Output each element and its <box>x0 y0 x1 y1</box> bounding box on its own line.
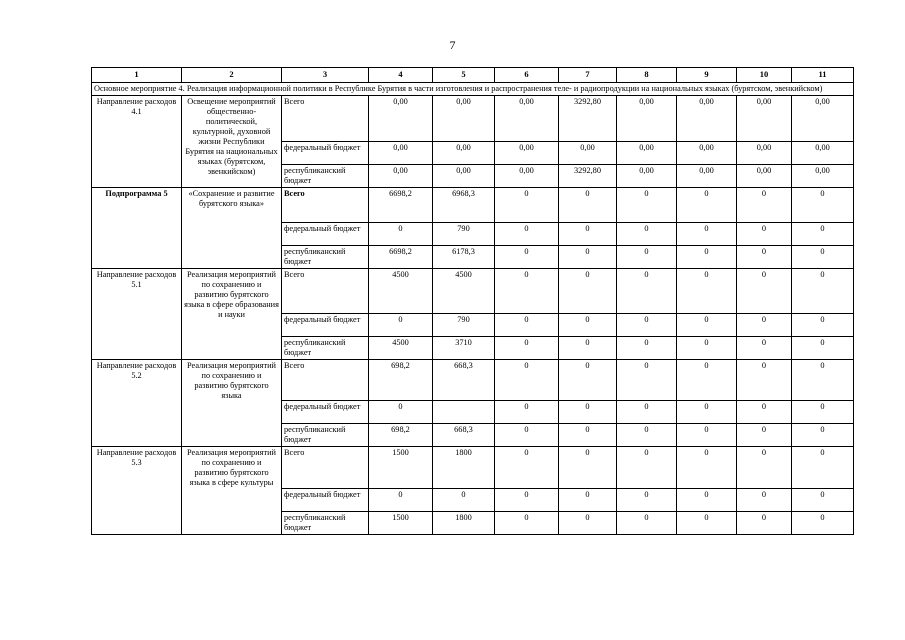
value-cell: 0 <box>559 511 617 534</box>
value-cell: 0 <box>677 446 737 488</box>
value-cell: 0 <box>369 222 433 245</box>
value-cell: 698,2 <box>369 359 433 400</box>
value-cell: 0 <box>617 313 677 336</box>
value-cell: 3292,80 <box>559 95 617 141</box>
value-cell: 668,3 <box>433 423 495 446</box>
value-cell: 0 <box>495 446 559 488</box>
value-cell: 4500 <box>433 268 495 313</box>
value-cell: 0 <box>617 268 677 313</box>
value-cell: 0,00 <box>433 141 495 164</box>
budget-table <box>91 67 854 535</box>
value-cell: 0 <box>737 446 792 488</box>
funding-source-cell: Всего <box>282 446 369 488</box>
value-cell: 6698,2 <box>369 245 433 268</box>
funding-source-cell: республиканский бюджет <box>282 245 369 268</box>
column-header: 10 <box>737 68 792 83</box>
value-cell: 0 <box>737 336 792 359</box>
funding-source-cell: федеральный бюджет <box>282 488 369 511</box>
column-header: 11 <box>792 68 854 83</box>
value-cell: 0,00 <box>369 95 433 141</box>
value-cell: 0 <box>617 511 677 534</box>
value-cell: 0,00 <box>495 164 559 187</box>
value-cell: 0 <box>677 313 737 336</box>
section-title: Основное мероприятие 4. Реализация информационной политики в Республике Бурятия в части изготовления и распространения теле- и радиопродукции на национальных языках (бурятском, эвенкийском) <box>92 83 854 96</box>
value-cell: 1800 <box>433 446 495 488</box>
value-cell: 1500 <box>369 511 433 534</box>
value-cell: 0 <box>559 222 617 245</box>
value-cell: 0,00 <box>369 141 433 164</box>
value-cell: 6178,3 <box>433 245 495 268</box>
group-code-cell: Подпрограмма 5 <box>92 187 182 268</box>
value-cell: 3292,80 <box>559 164 617 187</box>
value-cell: 0 <box>617 423 677 446</box>
value-cell: 0 <box>677 423 737 446</box>
value-cell: 0 <box>677 268 737 313</box>
value-cell: 0 <box>617 187 677 222</box>
value-cell: 0 <box>792 488 854 511</box>
value-cell: 3710 <box>433 336 495 359</box>
value-cell: 0,00 <box>792 164 854 187</box>
value-cell: 0 <box>737 488 792 511</box>
value-cell: 6698,2 <box>369 187 433 222</box>
funding-source-cell: федеральный бюджет <box>282 400 369 423</box>
value-cell: 0 <box>737 187 792 222</box>
funding-source-cell: республиканский бюджет <box>282 164 369 187</box>
value-cell: 0 <box>559 359 617 400</box>
table-row <box>92 268 854 313</box>
funding-source-cell: Всего <box>282 95 369 141</box>
column-header: 7 <box>559 68 617 83</box>
value-cell: 0 <box>737 359 792 400</box>
group-code-cell: Направление расходов 5.2 <box>92 359 182 446</box>
value-cell: 1500 <box>369 446 433 488</box>
section-row <box>92 83 854 96</box>
value-cell: 0,00 <box>495 95 559 141</box>
value-cell: 0 <box>495 313 559 336</box>
value-cell: 0 <box>792 187 854 222</box>
value-cell: 0 <box>792 359 854 400</box>
value-cell: 0 <box>559 400 617 423</box>
header-row <box>92 68 854 83</box>
value-cell: 6968,3 <box>433 187 495 222</box>
value-cell: 0,00 <box>617 164 677 187</box>
value-cell: 0,00 <box>792 95 854 141</box>
column-header: 6 <box>495 68 559 83</box>
value-cell: 0 <box>677 400 737 423</box>
column-header: 1 <box>92 68 182 83</box>
column-header: 9 <box>677 68 737 83</box>
value-cell: 4500 <box>369 268 433 313</box>
value-cell: 0,00 <box>677 164 737 187</box>
funding-source-cell: Всего <box>282 268 369 313</box>
value-cell: 0 <box>737 222 792 245</box>
value-cell: 668,3 <box>433 359 495 400</box>
funding-source-cell: республиканский бюджет <box>282 423 369 446</box>
value-cell: 0,00 <box>737 95 792 141</box>
value-cell: 0 <box>559 423 617 446</box>
funding-source-cell: федеральный бюджет <box>282 222 369 245</box>
value-cell: 0 <box>495 336 559 359</box>
value-cell: 0 <box>559 245 617 268</box>
value-cell: 0 <box>617 222 677 245</box>
column-header: 2 <box>182 68 282 83</box>
value-cell: 0 <box>433 488 495 511</box>
value-cell: 0 <box>677 359 737 400</box>
value-cell: 0 <box>559 336 617 359</box>
value-cell: 0 <box>737 268 792 313</box>
value-cell: 0 <box>677 187 737 222</box>
group-name-cell: «Сохранение и развитие бурятского языка» <box>182 187 282 268</box>
value-cell: 0 <box>495 245 559 268</box>
value-cell: 0,00 <box>433 95 495 141</box>
value-cell: 0 <box>792 511 854 534</box>
value-cell: 0 <box>677 336 737 359</box>
group-name-cell: Реализация мероприятий по сохранению и развитию бурятского языка <box>182 359 282 446</box>
column-header: 4 <box>369 68 433 83</box>
funding-source-cell: федеральный бюджет <box>282 313 369 336</box>
value-cell: 0 <box>677 245 737 268</box>
value-cell: 0 <box>792 313 854 336</box>
value-cell: 0 <box>737 245 792 268</box>
value-cell: 0,00 <box>737 164 792 187</box>
group-code-cell: Направление расходов 4.1 <box>92 95 182 187</box>
value-cell: 0 <box>677 511 737 534</box>
value-cell: 0 <box>559 446 617 488</box>
value-cell: 0,00 <box>433 164 495 187</box>
group-code-cell: Направление расходов 5.1 <box>92 268 182 359</box>
value-cell: 0 <box>792 222 854 245</box>
funding-source-cell: республиканский бюджет <box>282 511 369 534</box>
value-cell: 0 <box>495 400 559 423</box>
page-number: 7 <box>449 38 456 52</box>
value-cell: 0 <box>737 423 792 446</box>
value-cell: 0,00 <box>737 141 792 164</box>
value-cell: 0 <box>617 245 677 268</box>
value-cell: 0 <box>792 446 854 488</box>
value-cell: 790 <box>433 313 495 336</box>
table-row <box>92 359 854 400</box>
value-cell: 1800 <box>433 511 495 534</box>
value-cell: 0 <box>559 268 617 313</box>
value-cell: 0 <box>495 268 559 313</box>
value-cell: 4500 <box>369 336 433 359</box>
value-cell: 0 <box>495 359 559 400</box>
table-row <box>92 446 854 488</box>
value-cell: 0,00 <box>617 95 677 141</box>
value-cell: 790 <box>433 222 495 245</box>
value-cell: 0,00 <box>792 141 854 164</box>
value-cell: 0 <box>495 488 559 511</box>
value-cell: 0 <box>792 336 854 359</box>
value-cell: 0 <box>677 222 737 245</box>
column-header: 5 <box>433 68 495 83</box>
value-cell: 0 <box>617 336 677 359</box>
value-cell: 0,00 <box>369 164 433 187</box>
value-cell: 0 <box>792 245 854 268</box>
value-cell: 698,2 <box>369 423 433 446</box>
column-header: 8 <box>617 68 677 83</box>
value-cell: 0 <box>792 268 854 313</box>
value-cell: 0,00 <box>677 141 737 164</box>
group-name-cell: Реализация мероприятий по сохранению и развитию бурятского языка в сфере культуры <box>182 446 282 534</box>
funding-source-cell: республиканский бюджет <box>282 336 369 359</box>
value-cell: 0 <box>559 313 617 336</box>
value-cell: 0 <box>617 359 677 400</box>
value-cell: 0 <box>737 511 792 534</box>
value-cell: 0 <box>617 400 677 423</box>
value-cell: 0,00 <box>617 141 677 164</box>
value-cell: 0 <box>369 488 433 511</box>
value-cell: 0 <box>495 423 559 446</box>
value-cell: 0,00 <box>559 141 617 164</box>
value-cell: 0 <box>792 400 854 423</box>
value-cell: 0 <box>369 400 433 423</box>
value-cell: 0 <box>369 313 433 336</box>
funding-source-cell: федеральный бюджет <box>282 141 369 164</box>
table-row <box>92 95 854 141</box>
value-cell: 0 <box>495 222 559 245</box>
value-cell: 0 <box>495 511 559 534</box>
funding-source-cell: Всего <box>282 359 369 400</box>
value-cell <box>433 400 495 423</box>
value-cell: 0 <box>495 187 559 222</box>
group-name-cell: Освещение мероприятий общественно-политической, культурной, духовной жизни Республики Бурятия на национальных языках (бурятском, эвенкийском) <box>182 95 282 187</box>
value-cell: 0 <box>617 488 677 511</box>
column-header: 3 <box>282 68 369 83</box>
value-cell: 0 <box>737 313 792 336</box>
value-cell: 0,00 <box>495 141 559 164</box>
group-name-cell: Реализация мероприятий по сохранению и развитию бурятского языка в сфере образования и науки <box>182 268 282 359</box>
funding-source-cell: Всего <box>282 187 369 222</box>
value-cell: 0,00 <box>677 95 737 141</box>
value-cell: 0 <box>677 488 737 511</box>
value-cell: 0 <box>559 187 617 222</box>
table-row <box>92 187 854 222</box>
value-cell: 0 <box>559 488 617 511</box>
value-cell: 0 <box>792 423 854 446</box>
value-cell: 0 <box>617 446 677 488</box>
value-cell: 0 <box>737 400 792 423</box>
group-code-cell: Направление расходов 5.3 <box>92 446 182 534</box>
